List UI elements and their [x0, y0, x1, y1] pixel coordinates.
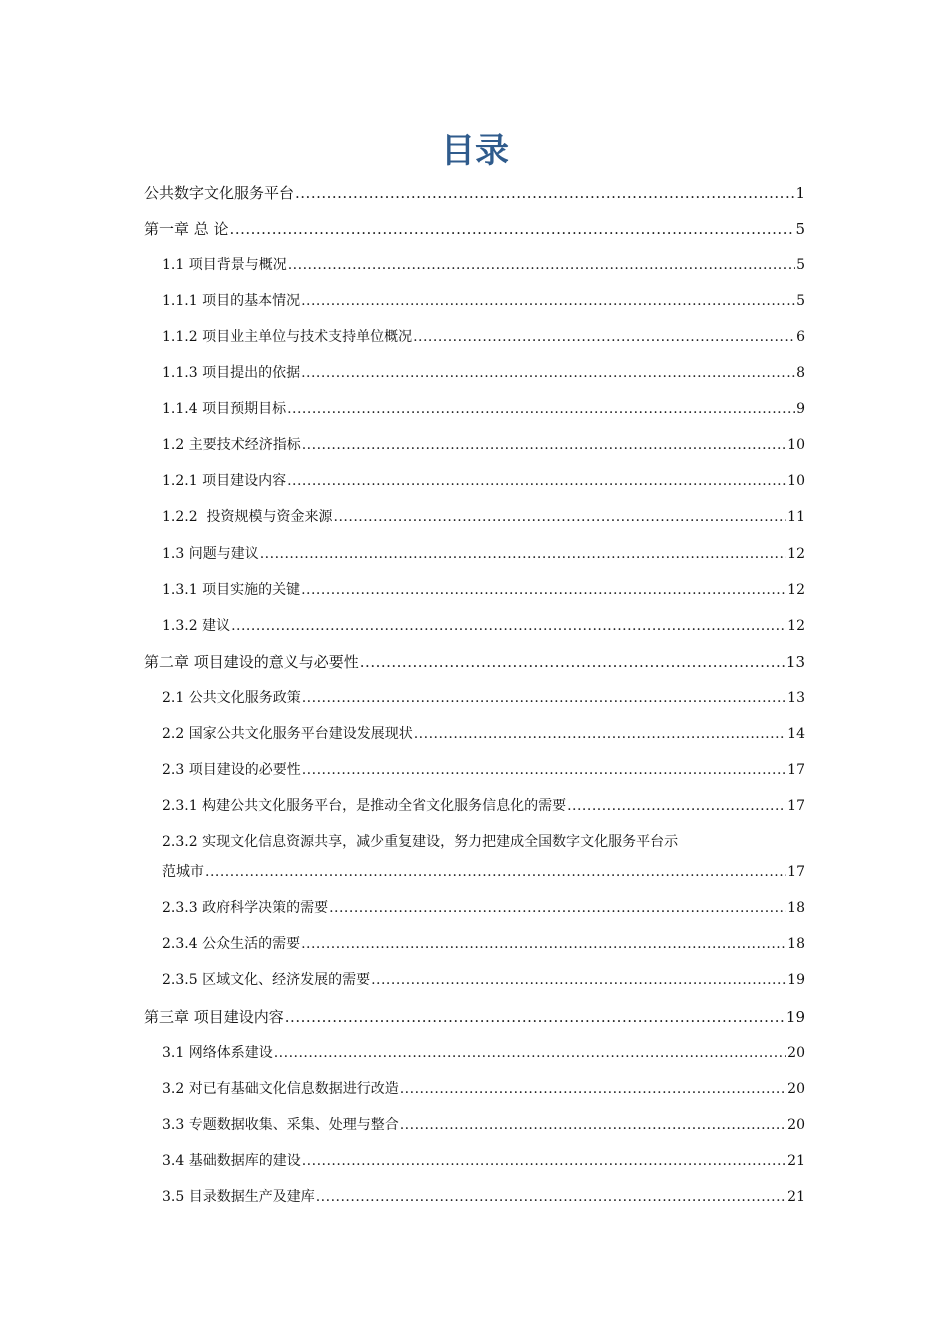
toc-entry-text: 第二章 项目建设的意义与必要性 [144, 653, 359, 671]
dot-leader [302, 1149, 786, 1173]
dot-leader [302, 758, 786, 782]
toc-entry-page: 17 [787, 762, 805, 778]
toc-entry-text: 第三章 项目建设内容 [144, 1008, 284, 1026]
toc-entry-page: 17 [787, 798, 805, 814]
toc-entry-text: 1.1.2 项目业主单位与技术支持单位概况 [162, 329, 413, 345]
dot-leader [288, 253, 795, 277]
dot-leader [316, 1185, 786, 1209]
toc-entry-text-continued: 范城市 [162, 864, 204, 880]
toc-entry-text: 公共数字文化服务平台 [144, 184, 295, 202]
dot-leader [274, 1041, 786, 1065]
toc-entry-page: 19 [787, 972, 805, 988]
toc-entry[interactable] [162, 361, 805, 385]
toc-entry[interactable] [162, 758, 805, 782]
toc-entry-page: 5 [796, 293, 805, 309]
toc-entry[interactable] [144, 217, 805, 241]
toc-entry-text: 1.2.1 项目建设内容 [162, 473, 287, 489]
dot-leader [231, 614, 786, 638]
toc-entry[interactable] [162, 578, 805, 602]
toc-entry-text: 2.2 国家公共文化服务平台建设发展现状 [162, 726, 413, 742]
toc-entry-text: 2.3.1 构建公共文化服务平台，是推动全省文化服务信息化的需要 [162, 798, 567, 814]
dot-leader [287, 469, 786, 493]
toc-entry[interactable] [162, 1113, 805, 1137]
toc-entry-page: 10 [787, 473, 805, 489]
toc-entry-text: 1.3 问题与建议 [162, 546, 259, 562]
toc-entry-text: 第一章 总 论 [144, 220, 229, 238]
toc-entry-text: 3.3 专题数据收集、采集、处理与整合 [162, 1117, 399, 1133]
toc-entry[interactable] [144, 1005, 805, 1029]
toc-entry[interactable] [162, 896, 805, 920]
toc-entry[interactable] [162, 397, 805, 421]
toc-entry[interactable] [162, 932, 805, 956]
toc-entry[interactable] [144, 650, 805, 674]
toc-entry-page: 13 [785, 653, 805, 671]
toc-entry-text: 2.3 项目建设的必要性 [162, 762, 301, 778]
toc-entry[interactable] [162, 1149, 805, 1173]
toc-entry-page: 12 [787, 546, 805, 562]
dot-leader [334, 505, 787, 529]
toc-entry-text: 3.5 目录数据生产及建库 [162, 1189, 315, 1205]
toc-entry-page: 12 [787, 582, 805, 598]
toc-entry-page: 21 [787, 1189, 805, 1205]
toc-entry-text: 3.4 基础数据库的建设 [162, 1153, 301, 1169]
toc-entry-page: 9 [796, 401, 805, 417]
toc-entry[interactable] [162, 325, 805, 349]
toc-entry[interactable] [162, 505, 805, 529]
toc-entry[interactable] [162, 722, 805, 746]
dot-leader [205, 860, 786, 884]
toc-entry-text: 1.2.2 投资规模与资金来源 [162, 509, 333, 525]
toc-entry[interactable] [162, 1185, 805, 1209]
toc-entry-text: 1.1.4 项目预期目标 [162, 401, 287, 417]
toc-entry[interactable] [162, 289, 805, 313]
dot-leader [260, 542, 786, 566]
toc-entry[interactable] [162, 253, 805, 277]
toc-entry[interactable] [162, 860, 805, 884]
toc-entry-text: 2.1 公共文化服务政策 [162, 690, 301, 706]
dot-leader [360, 650, 785, 674]
toc-entry-page: 18 [787, 900, 805, 916]
toc-entry-text: 1.3.2 建议 [162, 618, 231, 634]
toc-entry-text: 3.2 对已有基础文化信息数据进行改造 [162, 1081, 399, 1097]
toc-entry-page: 18 [787, 936, 805, 952]
toc-entry[interactable] [162, 794, 805, 818]
toc-entry-page: 17 [787, 864, 805, 880]
dot-leader [301, 361, 795, 385]
toc-entry[interactable] [162, 469, 805, 493]
toc-entry-page: 20 [787, 1081, 805, 1097]
toc-entry-text: 3.1 网络体系建设 [162, 1045, 273, 1061]
toc-title: 目录 [441, 131, 509, 171]
toc-entry-text: 2.3.3 政府科学决策的需要 [162, 900, 329, 916]
toc-entry[interactable] [162, 968, 805, 992]
toc-entry-text: 1.3.1 项目实施的关键 [162, 582, 301, 598]
dot-leader [302, 686, 786, 710]
dot-leader [371, 968, 786, 992]
dot-leader [287, 397, 795, 421]
toc-entry-text: 1.1 项目背景与概况 [162, 257, 287, 273]
toc-entry-page: 5 [796, 257, 805, 273]
toc-entry-text[interactable]: 2.3.2 实现文化信息资源共享，减少重复建设，努力把建成全国数字文化服务平台示 [162, 834, 679, 850]
dot-leader [302, 433, 786, 457]
dot-leader [301, 932, 786, 956]
dot-leader [301, 578, 786, 602]
toc-entry-text: 1.1.3 项目提出的依据 [162, 365, 301, 381]
toc-entry[interactable] [162, 1077, 805, 1101]
toc-entry[interactable] [162, 542, 805, 566]
toc-entry-text: 2.3.5 区域文化、经济发展的需要 [162, 972, 371, 988]
dot-leader [329, 896, 786, 920]
toc-entry-page: 19 [785, 1008, 805, 1026]
dot-leader [285, 1005, 785, 1029]
toc-entry-page: 6 [796, 329, 805, 345]
toc-entry-page: 20 [787, 1045, 805, 1061]
toc-entry[interactable] [162, 433, 805, 457]
toc-entry[interactable] [162, 614, 805, 638]
toc-entry-page: 21 [787, 1153, 805, 1169]
dot-leader [295, 181, 794, 205]
dot-leader [567, 794, 786, 818]
toc-entry-text: 1.2 主要技术经济指标 [162, 437, 301, 453]
dot-leader [414, 722, 786, 746]
toc-entry-page: 10 [787, 437, 805, 453]
dot-leader [230, 217, 795, 241]
toc-entry-text: 2.3.4 公众生活的需要 [162, 936, 301, 952]
toc-entry-page: 13 [787, 690, 805, 706]
toc-entry[interactable] [144, 181, 805, 205]
dot-leader [400, 1077, 786, 1101]
toc-entry-page: 14 [787, 726, 805, 742]
toc-entry[interactable] [162, 686, 805, 710]
dot-leader [400, 1113, 786, 1137]
toc-entry-page: 1 [795, 184, 805, 202]
toc-entry-page: 8 [796, 365, 805, 381]
toc-entry-page: 5 [795, 220, 805, 238]
dot-leader [413, 325, 795, 349]
toc-entry-text: 1.1.1 项目的基本情况 [162, 293, 301, 309]
toc-entry-page: 20 [787, 1117, 805, 1133]
toc-entry[interactable] [162, 1041, 805, 1065]
dot-leader [301, 289, 795, 313]
toc-entry-page: 12 [787, 618, 805, 634]
toc-entry-page: 11 [787, 509, 805, 525]
